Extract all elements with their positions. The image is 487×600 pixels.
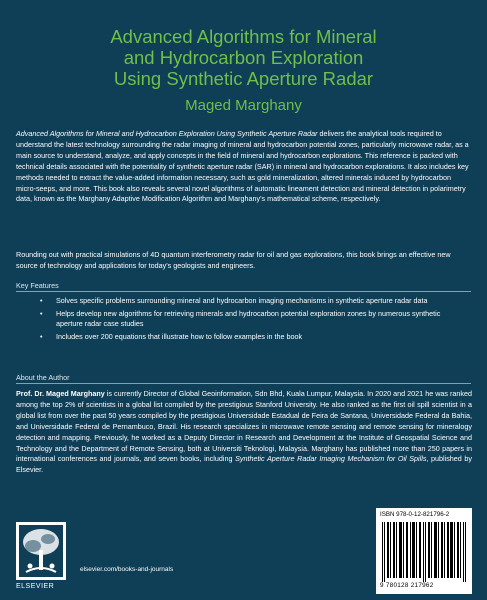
barcode-icon xyxy=(380,522,468,582)
about-author-paragraph xyxy=(16,389,472,476)
about-text-1: is currently Director of Global Geoinformation, Sdn Bhd, Kuala Lumpur, Malaysia. In 2020 and 2021 he was ranked among the top 2% of scientists in a global list compiled by the prestigious Stanford University. He also ranked as the first oil spill scientist in a global list from over the past 50 years compiled by the prestigious Universidade Estadual de Feira de Santana, Universidade Federal da Bahia, and Universidade Federal de Pernambuco, Brazil. His research specializes in microwave remote sensing and remote sensing for mineralogy detection and mapping. Previously, he worked as a Deputy Director in Research and Development at the Institute of Geospatial Science and Technology and the Department of Remote Sensing, both at Universiti Teknologi, Malaysia. Marghany has published more than 250 papers in international conferences and journals, and seven books, including xyxy=(16,389,472,464)
book-title xyxy=(0,26,487,89)
isbn-text: ISBN 978-0-12-821796-2 xyxy=(380,511,450,518)
feature-text: Solves specific problems surrounding mineral and hydrocarbon imaging mechanisms in synthetic aperture radar data xyxy=(56,296,428,305)
feature-text: Includes over 200 equations that illustrate how to follow examples in the book xyxy=(56,331,303,341)
bullet-icon: • xyxy=(40,296,43,305)
feature-item xyxy=(40,332,460,343)
author-name: Maged Marghany xyxy=(185,97,302,114)
barcode-panel xyxy=(376,508,472,594)
publisher-url[interactable]: elsevier.com/books-and-journals xyxy=(80,566,174,573)
key-features-list xyxy=(40,296,460,344)
barcode-number: 9 780128 217962 xyxy=(380,582,434,589)
key-features-heading: Key Features xyxy=(16,281,59,290)
description-book-title: Advanced Algorithms for Mineral and Hydrocarbon Exploration Using Synthetic Aperture Radar xyxy=(16,129,318,138)
title-line-1: Advanced Algorithms for Mineral xyxy=(110,26,377,47)
feature-item xyxy=(40,309,460,330)
title-line-3: Using Synthetic Aperture Radar xyxy=(113,68,374,89)
about-text-2: , published by Elsevier. xyxy=(16,454,472,475)
publisher-name: ELSEVIER xyxy=(16,583,55,590)
feature-item xyxy=(40,296,460,307)
summary-paragraph: Rounding out with practical simulations of 4D quantum interferometry radar for oil and gas explorations, this book brings an effective new source of technology and applications for today's geologists and engineers. xyxy=(16,250,451,270)
bullet-icon: • xyxy=(40,331,43,341)
author-full-name: Prof. Dr. Maged Marghany xyxy=(16,389,105,398)
description-text: delivers the analytical tools required to understand the latest technology surrounding the radar imaging of mineral and hydrocarbon potential zones, particularly microwave radar, as a main source to understand, analyze, and apply concepts in the field of mineral and hydrocarbon explorations. This reference is packed with technical details associated with the potentiality of synthetic aperture radar (SAR) in mineral and hydrocarbon explorations. It also includes key methods needed to extract the value-added information necessary, such as gold mineralization, altered minerals induced by hydrocarbon micro-seeps, and more. This book also reveals several novel algorithms of automatic lineament detection and mineral detection in polarimetry data, known as the Marghany Adaptive Modification Algorithm and Marghany's mathematical scheme, respectively. xyxy=(16,129,469,204)
description-paragraph xyxy=(16,129,472,205)
elsevier-tree-logo-icon xyxy=(16,522,66,580)
about-author-divider xyxy=(16,383,471,384)
key-features-divider xyxy=(16,291,471,292)
feature-text: Helps develop new algorithms for retrieving minerals and hydrocarbon potential exploration zones by numerous synthetic aperture radar case studies xyxy=(56,308,441,328)
bullet-icon: • xyxy=(40,308,43,318)
about-author-heading: About the Author xyxy=(16,373,70,382)
title-line-2: and Hydrocarbon Exploration xyxy=(123,47,364,68)
about-book-title: Synthetic Aperture Radar Imaging Mechanism for Oil Spills xyxy=(235,454,427,464)
